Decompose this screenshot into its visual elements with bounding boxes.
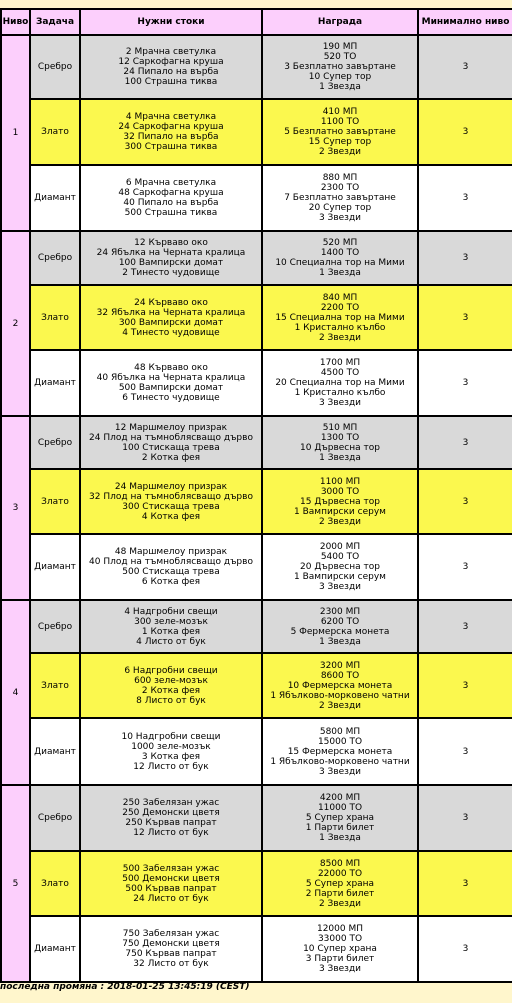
goods-item: 750 Забелязан ужас (122, 929, 220, 939)
goods-item: 24 Саркофагна круша (118, 122, 224, 132)
goods-item: 24 Плод на тъмноблясващо дърво (89, 432, 253, 443)
task-cell: Сребро (30, 231, 80, 285)
goods-cell (80, 916, 262, 982)
goods-item: 32 Листо от бук (133, 959, 209, 969)
reward-cell (262, 231, 418, 285)
reward-item: 880 МП (322, 173, 358, 183)
table-row (1, 718, 512, 785)
goods-item: 1 Котка фея (141, 626, 201, 637)
reward-item: 1 Звезда (319, 636, 361, 647)
goods-item: 1000 зеле-мозък (131, 741, 211, 752)
reward-cell (262, 285, 418, 350)
reward-item: 1 Кристално кълбо (294, 388, 386, 398)
goods-item: 100 Страшна тиква (124, 77, 218, 87)
reward-item: 15 Фермерска монета (287, 746, 393, 757)
reward-item: 3 Звезди (318, 213, 362, 223)
reward-item: 12000 МП (316, 924, 364, 934)
reward-item: 1 Вампирски серум (294, 506, 386, 517)
min-level-cell: 3 (418, 785, 512, 851)
goods-item: 500 Вампирски домат (118, 383, 224, 393)
goods-item: 4 Листо от бук (136, 636, 206, 647)
goods-item: 600 зеле-мозък (134, 675, 208, 686)
reward-item: 8600 ТО (320, 670, 360, 681)
reward-item: 410 МП (322, 107, 358, 117)
reward-item: 5800 МП (319, 726, 361, 737)
reward-item: 1 Парти билет (305, 823, 375, 833)
reward-item: 1 Звезда (319, 268, 361, 278)
goods-item: 24 Ябълка на Черната кралица (96, 248, 246, 258)
goods-item: 250 Демонски цветя (122, 808, 220, 818)
task-cell: Диамант (30, 718, 80, 785)
min-level-cell: 3 (418, 600, 512, 653)
task-cell: Злато (30, 851, 80, 916)
reward-item: 2 Звезди (318, 898, 362, 909)
goods-item: 32 Пипало на върба (123, 132, 219, 142)
reward-cell (262, 350, 418, 416)
reward-item: 1400 ТО (320, 248, 360, 258)
goods-cell (80, 653, 262, 718)
reward-cell (262, 165, 418, 231)
header-goods: Нужни стоки (80, 9, 262, 35)
min-level-cell: 3 (418, 534, 512, 600)
reward-cell (262, 718, 418, 785)
goods-item: 4 Котка фея (141, 511, 201, 522)
goods-item: 300 зеле-мозък (134, 616, 208, 627)
reward-item: 840 МП (322, 292, 358, 303)
reward-item: 11000 ТО (317, 803, 363, 813)
table-row (1, 916, 512, 982)
goods-item: 6 Котка фея (141, 577, 201, 587)
task-cell: Сребро (30, 600, 80, 653)
reward-item: 1 Ябълково-морковено чатни (270, 690, 410, 701)
table-row (1, 653, 512, 718)
min-level-cell: 3 (418, 416, 512, 469)
goods-item: 500 Кървав папрат (125, 883, 217, 894)
header-reward: Награда (262, 9, 418, 35)
reward-item: 3000 ТО (320, 486, 360, 497)
reward-item: 3 Звезди (318, 766, 362, 777)
task-cell: Сребро (30, 785, 80, 851)
goods-item: 6 Мрачна светулка (125, 178, 217, 188)
min-level-cell: 3 (418, 851, 512, 916)
reward-item: 6200 ТО (320, 616, 360, 627)
goods-item: 48 Маршмелоу призрак (114, 547, 228, 557)
goods-cell (80, 851, 262, 916)
task-cell: Злато (30, 285, 80, 350)
reward-cell (262, 416, 418, 469)
reward-item: 1700 МП (319, 358, 361, 368)
rewards-table (0, 8, 512, 983)
reward-cell (262, 35, 418, 99)
table-row (1, 285, 512, 350)
goods-cell (80, 350, 262, 416)
goods-item: 40 Плод на тъмноблясващо дърво (89, 557, 253, 567)
reward-item: 2 Звезди (318, 516, 362, 527)
level-cell: 1 (1, 35, 30, 231)
table-row (1, 35, 512, 99)
goods-item: 48 Саркофагна круша (118, 188, 224, 198)
reward-item: 3 Безплатно завъртане (284, 62, 396, 72)
goods-item: 500 Стискаща трева (122, 567, 220, 577)
reward-item: 1100 ТО (320, 117, 360, 127)
task-cell: Диамант (30, 165, 80, 231)
reward-item: 2 Звезди (318, 147, 362, 157)
reward-cell (262, 534, 418, 600)
header-min-level: Минимално ниво (418, 9, 512, 35)
reward-item: 15 Дървесна тор (300, 496, 380, 507)
reward-item: 3 Парти билет (305, 954, 375, 964)
table-row (1, 99, 512, 165)
table-row (1, 416, 512, 469)
table-row (1, 600, 512, 653)
goods-item: 2 Котка фея (141, 685, 201, 696)
goods-cell (80, 416, 262, 469)
task-cell: Злато (30, 653, 80, 718)
goods-item: 40 Ябълка на Черната кралица (96, 373, 246, 383)
goods-item: 300 Стискаща трева (122, 501, 220, 512)
goods-cell (80, 718, 262, 785)
header-level: Ниво (1, 9, 30, 35)
reward-item: 510 МП (322, 422, 358, 433)
reward-item: 1300 ТО (320, 432, 360, 443)
goods-item: 2 Тинесто чудовище (122, 268, 220, 278)
reward-item: 4200 МП (319, 793, 361, 803)
min-level-cell: 3 (418, 718, 512, 785)
reward-item: 520 МП (322, 238, 358, 248)
reward-item: 1100 МП (319, 476, 361, 487)
reward-item: 22000 ТО (317, 868, 363, 879)
goods-cell (80, 469, 262, 534)
reward-item: 2 Парти билет (305, 888, 375, 899)
goods-item: 12 Кърваво око (134, 238, 208, 248)
min-level-cell: 3 (418, 653, 512, 718)
goods-item: 6 Тинесто чудовище (122, 393, 220, 403)
task-cell: Диамант (30, 350, 80, 416)
min-level-cell: 3 (418, 469, 512, 534)
reward-item: 4500 ТО (320, 368, 360, 378)
table-body (1, 35, 512, 982)
reward-item: 10 Фермерска монета (287, 680, 393, 691)
goods-cell (80, 285, 262, 350)
level-cell: 3 (1, 416, 30, 600)
goods-item: 12 Маршмелоу призрак (114, 422, 228, 433)
goods-item: 500 Страшна тиква (124, 208, 218, 218)
goods-item: 750 Кървав папрат (125, 949, 217, 959)
level-cell: 5 (1, 785, 30, 982)
reward-item: 1 Вампирски серум (294, 572, 386, 582)
task-cell: Сребро (30, 35, 80, 99)
goods-item: 24 Кърваво око (134, 297, 208, 308)
table-row (1, 165, 512, 231)
reward-item: 15 Супер тор (308, 137, 372, 147)
goods-item: 12 Листо от бук (133, 761, 209, 772)
goods-item: 8 Листо от бук (136, 695, 206, 706)
reward-item: 5 Фермерска монета (290, 626, 390, 637)
table-row (1, 851, 512, 916)
goods-item: 2 Котка фея (141, 452, 201, 463)
reward-item: 190 МП (322, 42, 358, 52)
level-cell: 2 (1, 231, 30, 416)
goods-item: 250 Кървав папрат (125, 818, 217, 828)
goods-item: 24 Пипало на върба (123, 67, 219, 77)
reward-item: 10 Дървесна тор (300, 442, 380, 453)
goods-item: 12 Саркофагна круша (118, 57, 224, 67)
reward-cell (262, 469, 418, 534)
reward-item: 2000 МП (319, 542, 361, 552)
reward-cell (262, 653, 418, 718)
header-row (1, 9, 512, 35)
task-cell: Диамант (30, 916, 80, 982)
reward-item: 20 Специална тор на Мими (275, 378, 405, 388)
reward-item: 3 Звезди (318, 582, 362, 592)
goods-item: 24 Листо от бук (133, 893, 209, 904)
goods-item: 32 Ябълка на Черната кралица (96, 307, 246, 318)
reward-item: 15 Специална тор на Мими (275, 312, 405, 323)
reward-item: 1 Ябълково-морковено чатни (270, 756, 410, 767)
reward-item: 5 Супер храна (305, 878, 375, 889)
reward-item: 20 Дървесна тор (300, 562, 380, 572)
goods-item: 4 Мрачна светулка (125, 112, 217, 122)
goods-item: 4 Надгробни свещи (124, 606, 218, 617)
reward-cell (262, 916, 418, 982)
goods-cell (80, 165, 262, 231)
goods-item: 100 Стискаща трева (122, 442, 220, 453)
header-task: Задача (30, 9, 80, 35)
reward-item: 2 Звезди (318, 332, 362, 343)
reward-item: 3 Звезди (318, 964, 362, 974)
reward-item: 2200 ТО (320, 302, 360, 313)
reward-cell (262, 99, 418, 165)
reward-item: 5400 ТО (320, 552, 360, 562)
goods-cell (80, 534, 262, 600)
min-level-cell: 3 (418, 916, 512, 982)
task-cell: Злато (30, 469, 80, 534)
min-level-cell: 3 (418, 231, 512, 285)
reward-item: 1 Звезда (319, 82, 361, 92)
reward-item: 2300 МП (319, 606, 361, 617)
goods-item: 40 Пипало на върба (123, 198, 219, 208)
goods-item: 250 Забелязан ужас (122, 798, 220, 808)
table-row (1, 231, 512, 285)
reward-item: 33000 ТО (317, 934, 363, 944)
goods-item: 2 Мрачна светулка (125, 47, 217, 57)
reward-cell (262, 600, 418, 653)
table-row (1, 785, 512, 851)
level-cell: 4 (1, 600, 30, 785)
table-row (1, 350, 512, 416)
goods-item: 32 Плод на тъмноблясващо дърво (89, 491, 253, 502)
goods-item: 500 Демонски цветя (122, 873, 220, 884)
reward-item: 3 Звезди (318, 398, 362, 408)
task-cell: Диамант (30, 534, 80, 600)
goods-item: 12 Листо от бук (133, 828, 209, 838)
min-level-cell: 3 (418, 285, 512, 350)
goods-cell (80, 35, 262, 99)
reward-item: 20 Супер тор (308, 203, 372, 213)
goods-item: 24 Маршмелоу призрак (114, 481, 228, 492)
goods-cell (80, 99, 262, 165)
task-cell: Сребро (30, 416, 80, 469)
reward-item: 8500 МП (319, 858, 361, 869)
reward-item: 10 Супер тор (308, 72, 372, 82)
reward-cell (262, 785, 418, 851)
table-row (1, 534, 512, 600)
goods-cell (80, 600, 262, 653)
goods-cell (80, 231, 262, 285)
goods-item: 300 Страшна тиква (124, 142, 218, 152)
goods-item: 48 Кърваво око (134, 363, 208, 373)
reward-item: 10 Супер храна (303, 944, 377, 954)
goods-item: 300 Вампирски домат (118, 317, 224, 328)
goods-cell (80, 785, 262, 851)
reward-item: 1 Звезда (319, 452, 361, 463)
reward-cell (262, 851, 418, 916)
reward-item: 15000 ТО (317, 736, 363, 747)
reward-item: 520 ТО (323, 52, 357, 62)
reward-item: 10 Специална тор на Мими (275, 258, 405, 268)
reward-item: 3200 МП (319, 660, 361, 671)
goods-item: 3 Котка фея (141, 751, 201, 762)
goods-item: 10 Надгробни свещи (121, 731, 221, 742)
reward-item: 7 Безплатно завъртане (284, 193, 396, 203)
last-modified: последна промяна : 2018-01-25 13:45:19 (CEST) (0, 982, 250, 992)
table-row (1, 469, 512, 534)
goods-item: 4 Тинесто чудовище (122, 327, 220, 338)
min-level-cell: 3 (418, 350, 512, 416)
min-level-cell: 3 (418, 165, 512, 231)
goods-item: 100 Вампирски домат (118, 258, 224, 268)
goods-item: 750 Демонски цветя (122, 939, 220, 949)
goods-item: 500 Забелязан ужас (122, 863, 220, 874)
task-cell: Злато (30, 99, 80, 165)
reward-item: 2 Звезди (318, 700, 362, 711)
reward-item: 1 Звезда (319, 833, 361, 843)
reward-item: 2300 ТО (320, 183, 360, 193)
reward-item: 5 Супер храна (305, 813, 375, 823)
min-level-cell: 3 (418, 99, 512, 165)
reward-item: 1 Кристално кълбо (294, 322, 386, 333)
min-level-cell: 3 (418, 35, 512, 99)
reward-item: 5 Безплатно завъртане (284, 127, 396, 137)
goods-item: 6 Надгробни свещи (124, 665, 218, 676)
